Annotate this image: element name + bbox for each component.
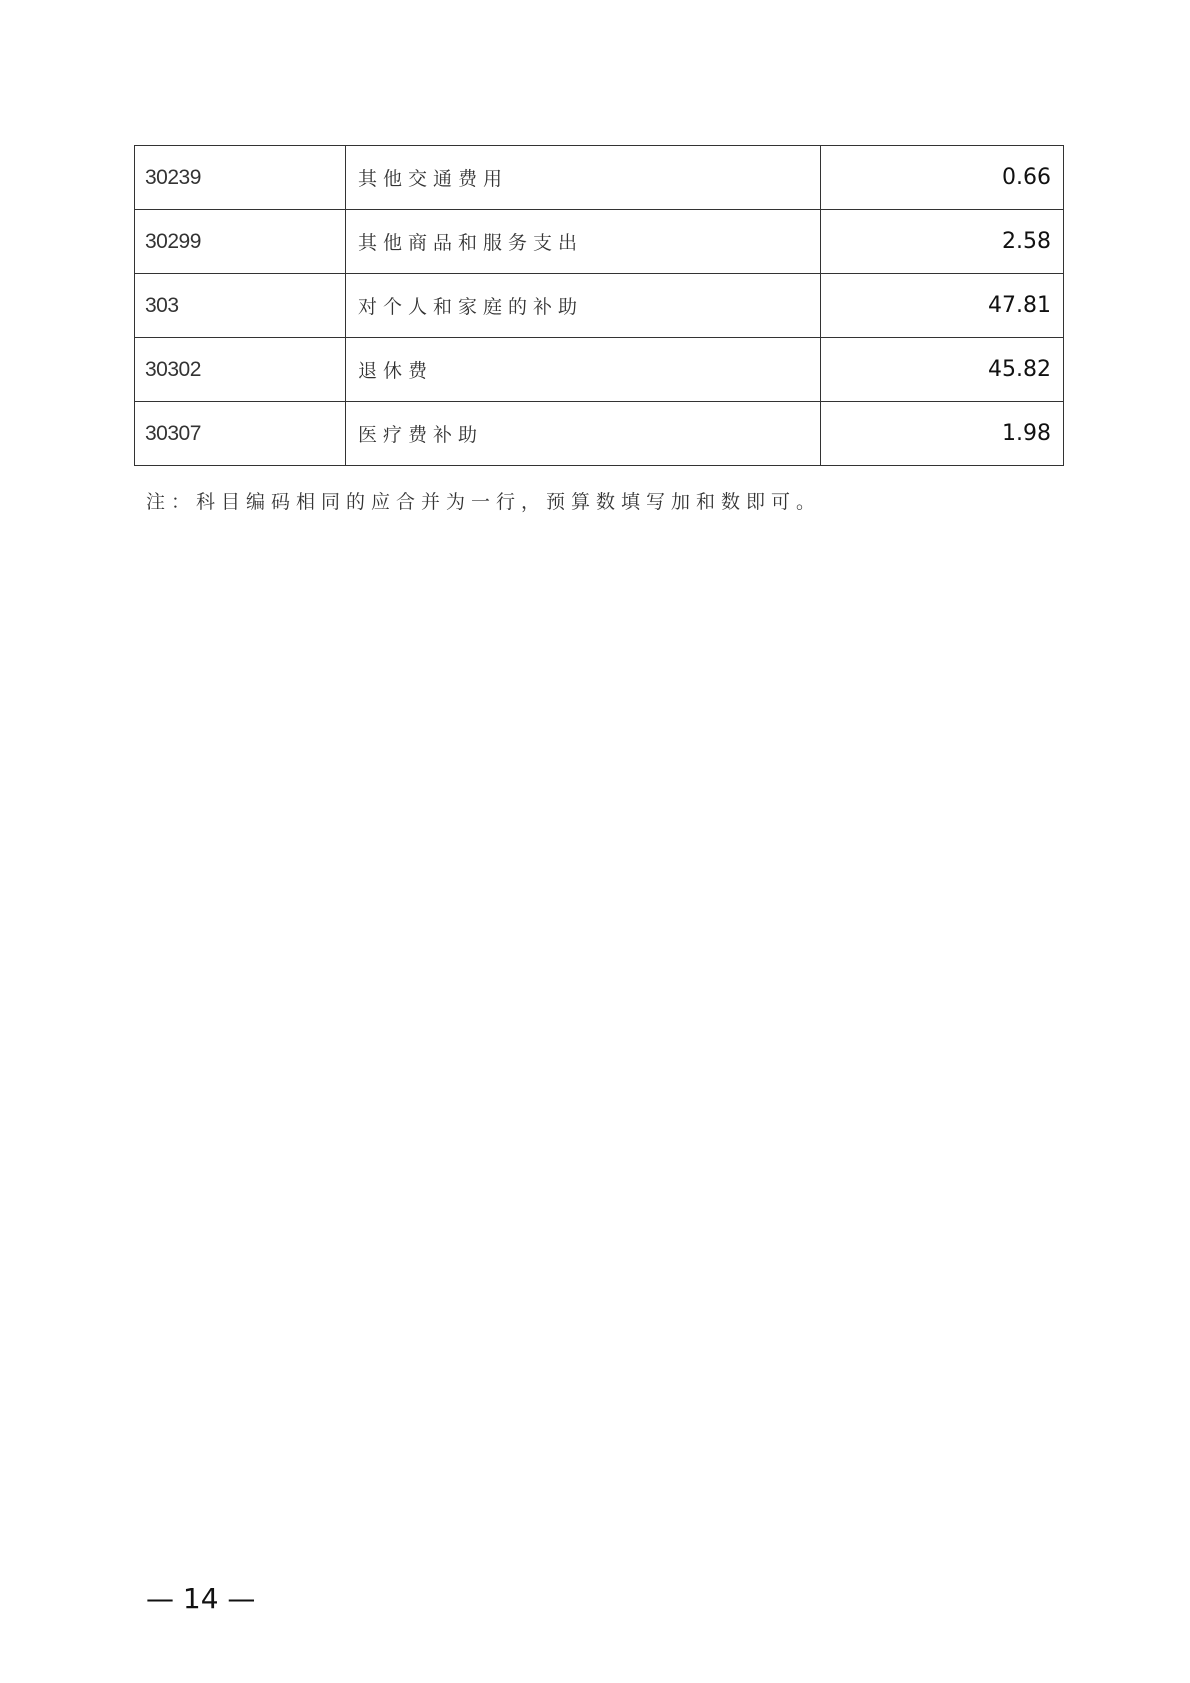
page-number: — 14 — bbox=[146, 1582, 256, 1615]
subject-name-cell: 对个人和家庭的补助 bbox=[346, 274, 821, 338]
subject-code-cell: 303 bbox=[135, 274, 346, 338]
subject-name-cell: 其他商品和服务支出 bbox=[346, 210, 821, 274]
amount-cell: 45.82 bbox=[821, 338, 1064, 402]
amount-cell: 0.66 bbox=[821, 146, 1064, 210]
subject-code-cell: 30239 bbox=[135, 146, 346, 210]
amount-cell: 47.81 bbox=[821, 274, 1064, 338]
table-row bbox=[135, 338, 1064, 402]
subject-name-cell: 退休费 bbox=[346, 338, 821, 402]
table-footnote: 注：科目编码相同的应合并为一行，预算数填写加和数即可。 bbox=[146, 491, 822, 513]
table-row bbox=[135, 210, 1064, 274]
subject-name-cell: 其他交通费用 bbox=[346, 146, 821, 210]
table-row bbox=[135, 146, 1064, 210]
budget-table bbox=[134, 145, 1064, 466]
amount-cell: 1.98 bbox=[821, 402, 1064, 466]
subject-code-cell: 30302 bbox=[135, 338, 346, 402]
subject-code-cell: 30299 bbox=[135, 210, 346, 274]
amount-cell: 2.58 bbox=[821, 210, 1064, 274]
subject-name-cell: 医疗费补助 bbox=[346, 402, 821, 466]
table-row bbox=[135, 402, 1064, 466]
table-row bbox=[135, 274, 1064, 338]
subject-code-cell: 30307 bbox=[135, 402, 346, 466]
